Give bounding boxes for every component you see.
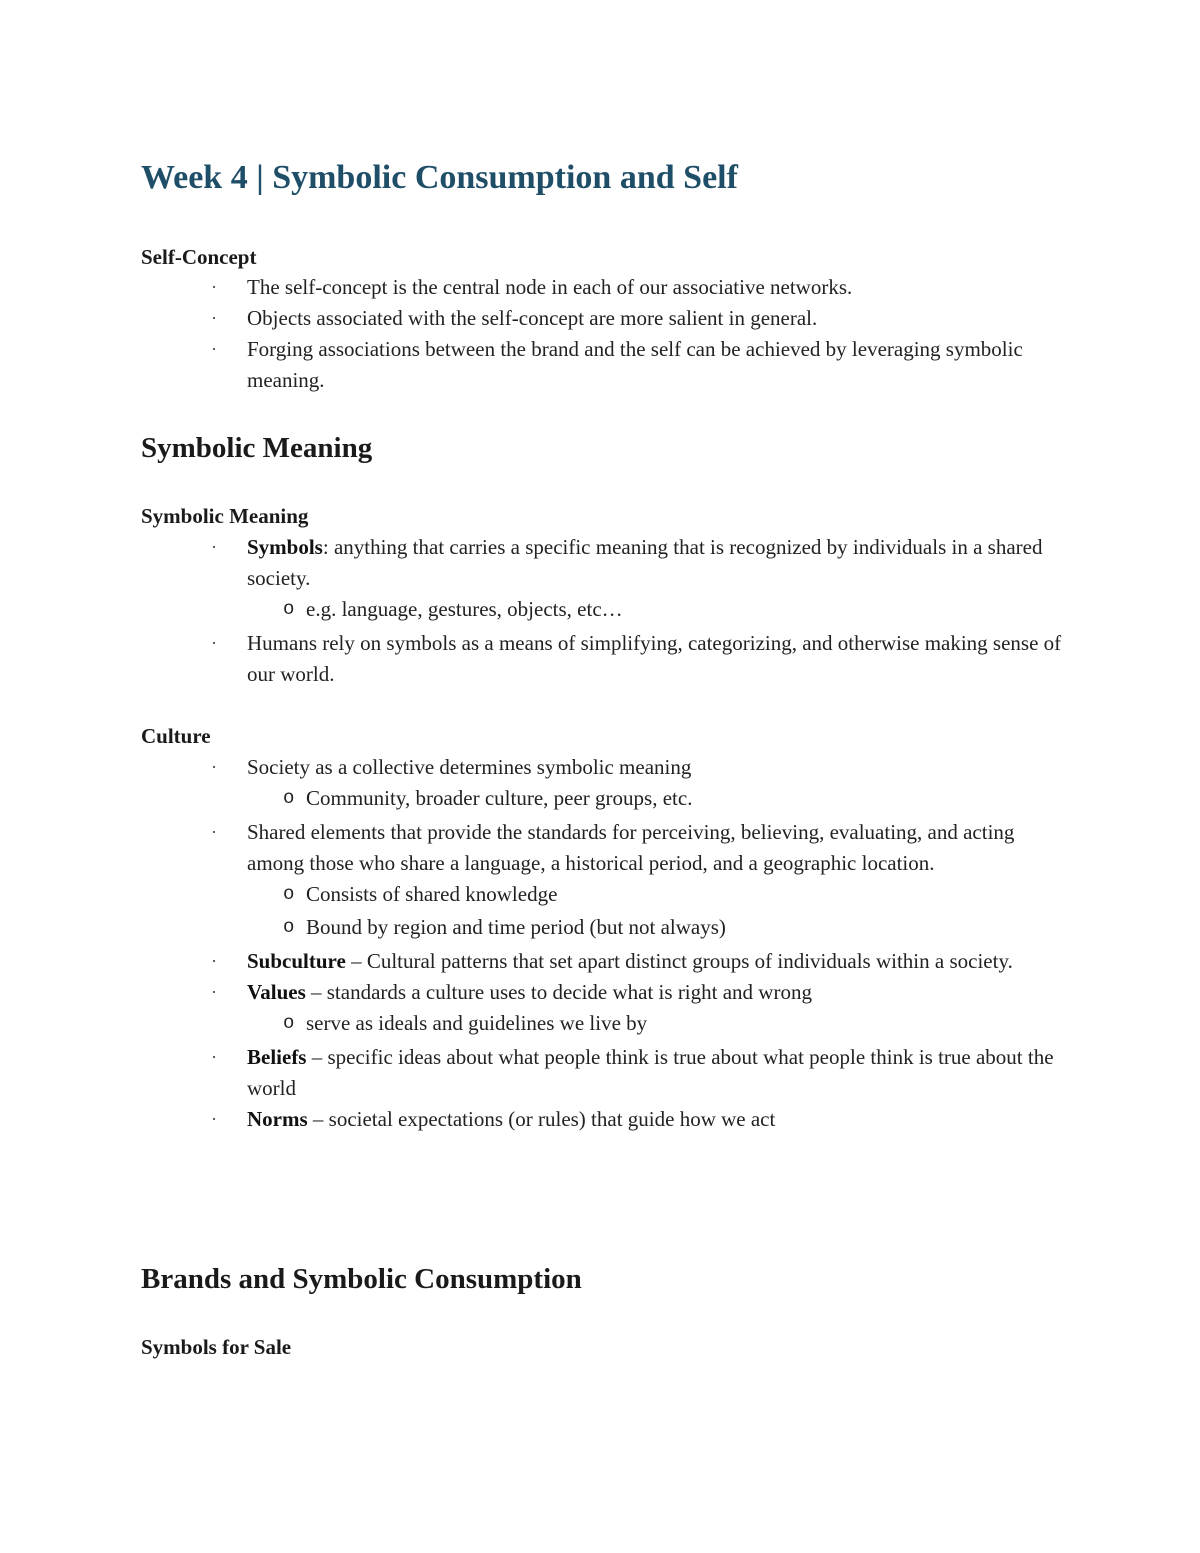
sub-list-item-text: Bound by region and time period (but not always) (306, 915, 726, 939)
bullet-glyph: · (211, 277, 217, 297)
bullet-glyph: · (211, 633, 217, 653)
culture-list (0, 752, 1200, 1135)
brands-section-heading: Brands and Symbolic Consumption (141, 1263, 582, 1295)
sub-list-item-text: e.g. language, gestures, objects, etc… (306, 597, 623, 621)
symbolic-meaning-section-heading: Symbolic Meaning (141, 432, 373, 464)
list-item (0, 1042, 1067, 1104)
list-item (0, 752, 1067, 814)
sub-list-item (247, 783, 1067, 814)
self-concept-heading: Self-Concept (141, 245, 257, 269)
list-item-text: : anything that carries a specific meaning that is recognized by individuals in a shared society. (247, 535, 1043, 590)
list-item (0, 532, 1067, 625)
list-item-text: Shared elements that provide the standards for perceiving, believing, evaluating, and acting among those who share a language, a historical period, and a geographic location. (247, 820, 1015, 875)
list-item (0, 817, 1067, 943)
symbols-for-sale-subheading: Symbols for Sale (141, 1335, 292, 1359)
list-item-text: Objects associated with the self-concept are more salient in general. (247, 306, 818, 330)
sub-bullet-glyph: o (283, 787, 295, 809)
sub-list-item (247, 912, 1067, 943)
sub-list-item-text: Consists of shared knowledge (306, 882, 558, 906)
sub-list (247, 594, 1067, 625)
list-item-text: Forging associations between the brand and the self can be achieved by leveraging symbolic meaning. (247, 337, 1023, 392)
bullet-glyph: · (211, 982, 217, 1002)
term-label: Values (247, 980, 306, 1004)
bullet-glyph: · (211, 822, 217, 842)
list-item-text: – standards a culture uses to decide what is right and wrong (305, 980, 812, 1004)
term-label: Symbols (247, 535, 323, 559)
sub-bullet-glyph: o (283, 598, 295, 620)
list-item (0, 1104, 1067, 1135)
sub-bullet-glyph: o (283, 883, 295, 905)
list-item-text: The self-concept is the central node in each of our associative networks. (247, 275, 853, 299)
sub-list-item (247, 879, 1067, 910)
list-item-text: – specific ideas about what people think is true about what people think is true about the world (247, 1045, 1054, 1100)
sub-list (247, 1008, 1067, 1039)
bullet-glyph: · (211, 1047, 217, 1067)
sub-list (247, 879, 1067, 943)
sub-list-item-text: serve as ideals and guidelines we live by (306, 1011, 648, 1035)
term-label: Subculture (247, 949, 346, 973)
list-item (0, 628, 1067, 690)
bullet-glyph: · (211, 951, 217, 971)
self-concept-list (0, 272, 1200, 396)
term-label: Beliefs (247, 1045, 307, 1069)
list-item (0, 303, 1067, 334)
list-item (0, 946, 1067, 977)
list-item-text: Society as a collective determines symbolic meaning (247, 755, 692, 779)
symbolic-meaning-subheading: Symbolic Meaning (141, 504, 309, 528)
bullet-glyph: · (211, 308, 217, 328)
list-item-text: – societal expectations (or rules) that guide how we act (307, 1107, 776, 1131)
sub-list-item (247, 1008, 1067, 1039)
sub-list-item-text: Community, broader culture, peer groups, etc. (306, 786, 693, 810)
term-label: Norms (247, 1107, 308, 1131)
sub-bullet-glyph: o (283, 916, 295, 938)
list-item (0, 272, 1067, 303)
list-item (0, 334, 1067, 396)
bullet-glyph: · (211, 339, 217, 359)
sub-list-item (247, 594, 1067, 625)
document-title: Week 4 | Symbolic Consumption and Self (141, 159, 738, 196)
bullet-glyph: · (211, 757, 217, 777)
bullet-glyph: · (211, 537, 217, 557)
culture-heading: Culture (141, 724, 211, 748)
sub-bullet-glyph: o (283, 1012, 295, 1034)
sub-list (247, 783, 1067, 814)
bullet-glyph: · (211, 1109, 217, 1129)
list-item-text: – Cultural patterns that set apart distinct groups of individuals within a society. (345, 949, 1013, 973)
list-item-text: Humans rely on symbols as a means of simplifying, categorizing, and otherwise making sense of our world. (247, 631, 1062, 686)
list-item (0, 977, 1067, 1039)
symbolic-meaning-list (0, 532, 1200, 690)
